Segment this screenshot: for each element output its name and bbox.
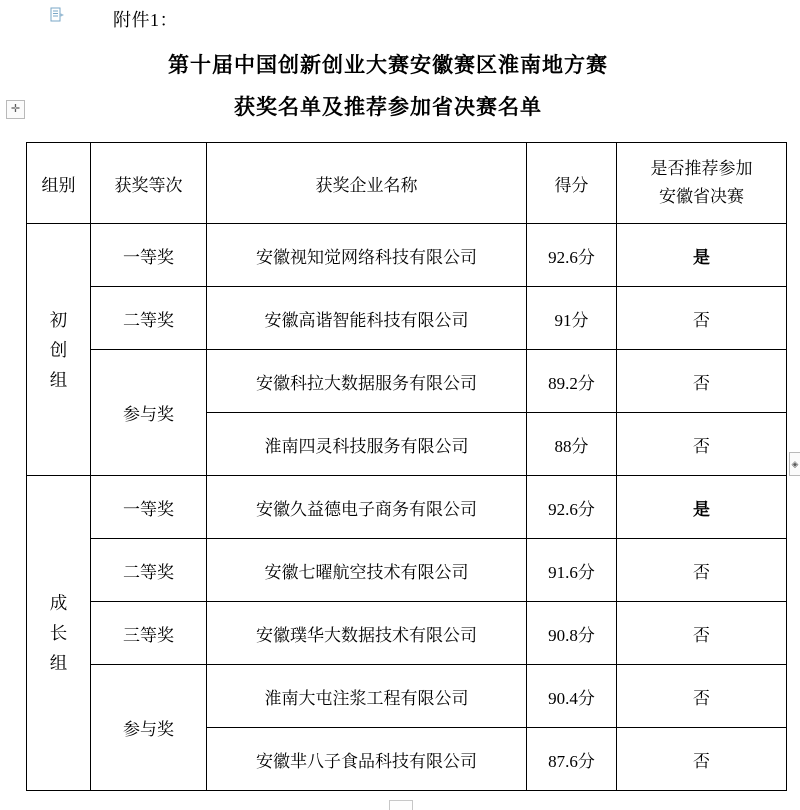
cell-award-level: 一等奖 [91, 476, 207, 539]
cell-score: 91.6分 [527, 539, 617, 602]
award-table [26, 142, 787, 791]
page-title [0, 44, 800, 128]
table-header [27, 143, 787, 224]
cell-recommend: 否 [617, 413, 787, 476]
table-row [27, 350, 787, 413]
cell-award-level: 三等奖 [91, 602, 207, 665]
cell-recommend: 是 [617, 476, 787, 539]
cell-award-level: 参与奖 [91, 665, 207, 791]
table-row [27, 287, 787, 350]
cell-company-name: 淮南四灵科技服务有限公司 [207, 413, 527, 476]
table-row [27, 539, 787, 602]
group-name: 成长组 [49, 593, 68, 673]
title-line-1: 第十届中国创新创业大赛安徽赛区淮南地方赛 [168, 53, 608, 77]
cell-score: 90.4分 [527, 665, 617, 728]
cell-award-level: 二等奖 [91, 287, 207, 350]
cell-score: 87.6分 [527, 728, 617, 791]
cell-recommend: 是 [617, 224, 787, 287]
attachment-label: 附件1： [113, 10, 178, 30]
cell-company-name: 安徽视知觉网络科技有限公司 [207, 224, 527, 287]
bottom-resize-handle[interactable] [389, 800, 413, 810]
cell-company-name: 安徽高谐智能科技有限公司 [207, 287, 527, 350]
cell-recommend: 否 [617, 602, 787, 665]
cell-company-name: 安徽科拉大数据服务有限公司 [207, 350, 527, 413]
table-row [27, 602, 787, 665]
table-header-row [27, 143, 787, 224]
cell-score: 92.6分 [527, 224, 617, 287]
header-score: 得分 [527, 143, 617, 224]
cell-recommend: 否 [617, 728, 787, 791]
header-level: 获奖等次 [91, 143, 207, 224]
cell-company-name: 安徽芈八子食品科技有限公司 [207, 728, 527, 791]
cell-recommend: 否 [617, 350, 787, 413]
cell-company-name: 安徽久益德电子商务有限公司 [207, 476, 527, 539]
cell-award-level: 二等奖 [91, 539, 207, 602]
cell-company-name: 淮南大屯注浆工程有限公司 [207, 665, 527, 728]
move-handle-icon[interactable]: ✛ [6, 100, 25, 119]
group-name: 初创组 [49, 309, 68, 390]
header-group: 组别 [27, 143, 91, 224]
right-resize-handle[interactable]: ◈ [789, 452, 800, 476]
cell-score: 91分 [527, 287, 617, 350]
cell-recommend: 否 [617, 665, 787, 728]
cell-recommend: 否 [617, 539, 787, 602]
cell-company-name: 安徽璞华大数据技术有限公司 [207, 602, 527, 665]
cell-award-level: 一等奖 [91, 224, 207, 287]
header-recommend-line1: 是否推荐参加 [650, 159, 753, 178]
cell-recommend: 否 [617, 287, 787, 350]
table-row [27, 476, 787, 539]
table-row [27, 224, 787, 287]
cell-score: 88分 [527, 413, 617, 476]
cell-group [27, 224, 91, 476]
table-row [27, 665, 787, 728]
cell-score: 90.8分 [527, 602, 617, 665]
cell-award-level: 参与奖 [91, 350, 207, 476]
cell-score: 92.6分 [527, 476, 617, 539]
cell-company-name: 安徽七曜航空技术有限公司 [207, 539, 527, 602]
title-line-2: 获奖名单及推荐参加省决赛名单 [234, 95, 542, 119]
header-recommend-line2: 安徽省决赛 [659, 187, 744, 206]
cell-score: 89.2分 [527, 350, 617, 413]
table-body [27, 224, 787, 791]
header-recommend [617, 143, 787, 224]
cell-group [27, 476, 91, 791]
header-company: 获奖企业名称 [207, 143, 527, 224]
